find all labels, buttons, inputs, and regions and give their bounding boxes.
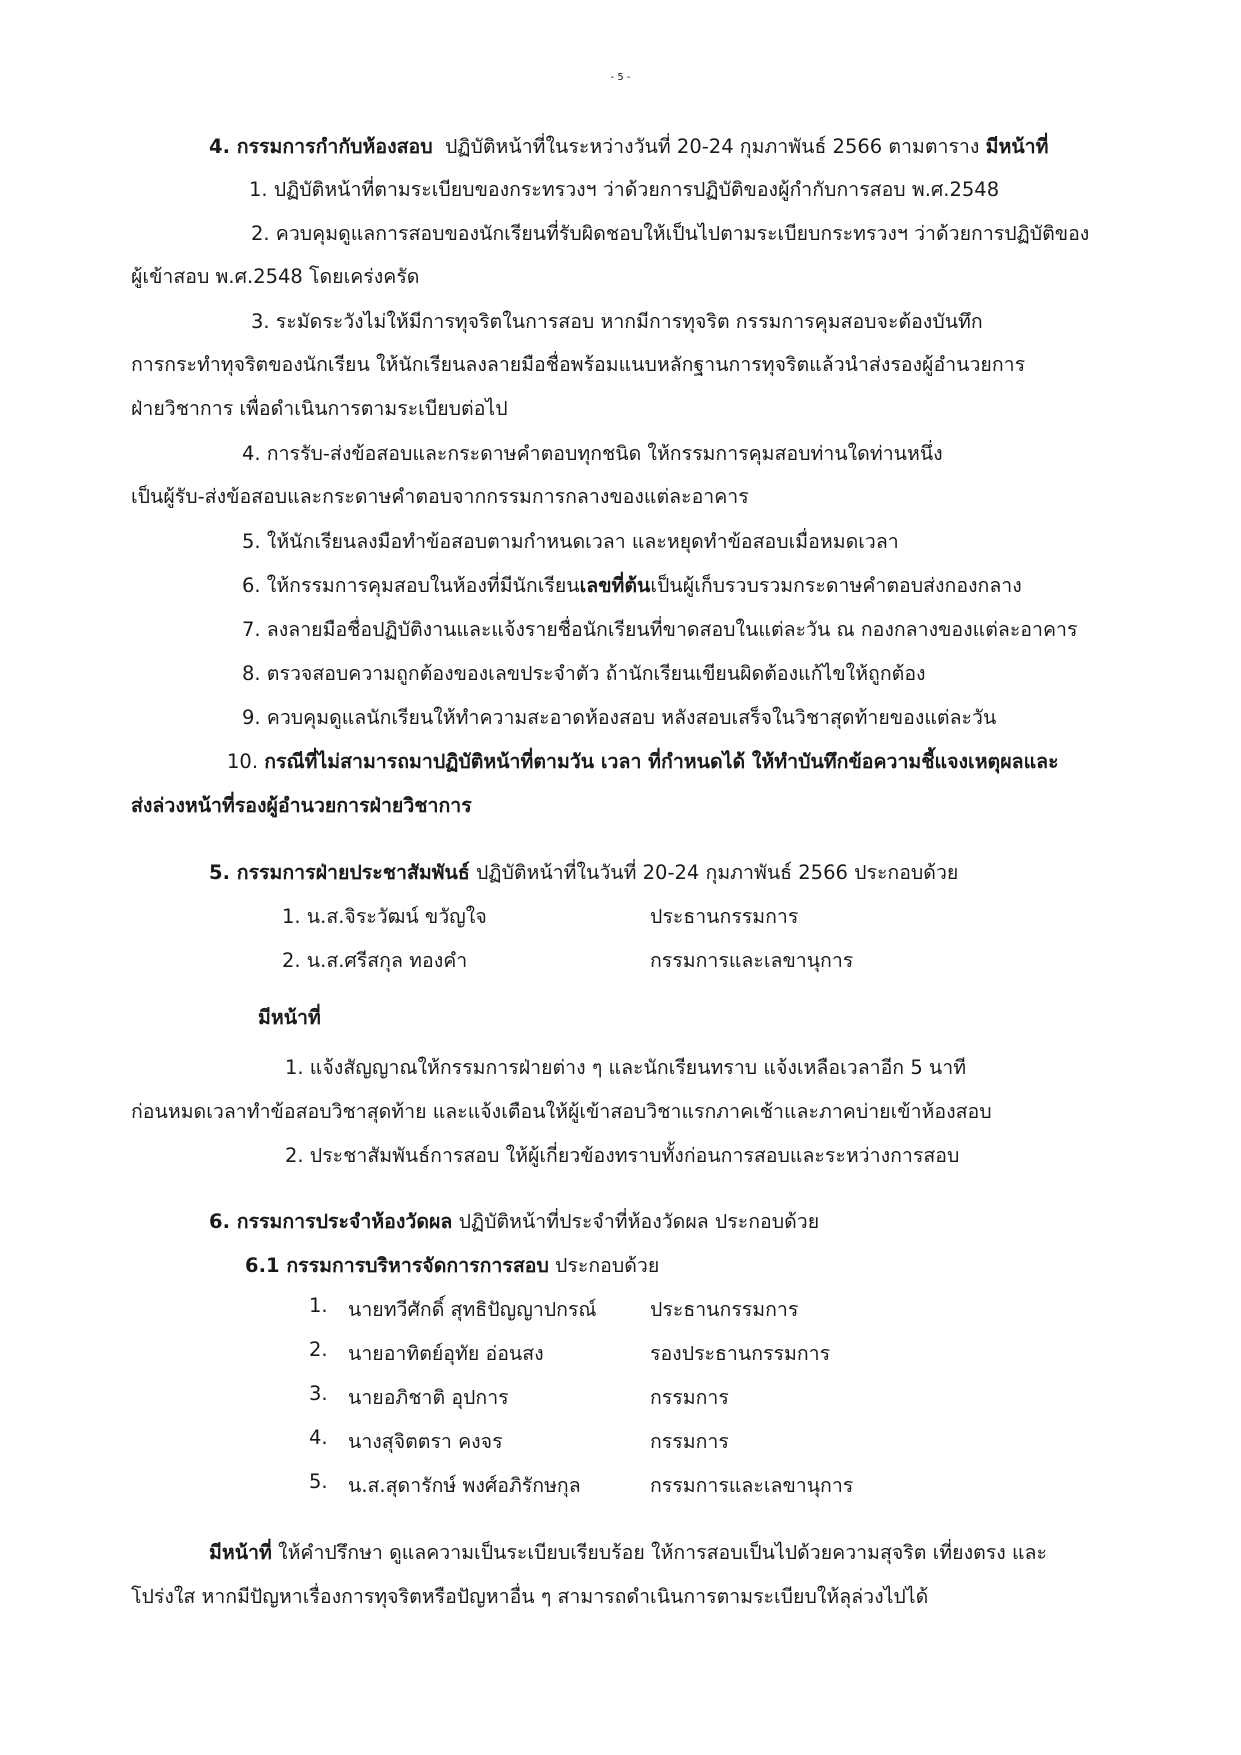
section5-heading: 5. กรรมการฝ่ายประชาสัมพันธ์ bbox=[209, 861, 470, 884]
section4-item-3-cont1: การกระทำทุจริตของนักเรียน ให้นักเรียนลงลายมือชื่อพร้อมแนบหลักฐานการทุจริตแล้วนำส่งรองผู้อำนวยการ bbox=[131, 353, 1026, 376]
section6-duty-text: ให้คำปรึกษา ดูแลความเป็นระเบียบเรียบร้อย ให้การสอบเป็นไปด้วยความสุจริต เที่ยงตรง และ bbox=[278, 1541, 1047, 1564]
section5-duty-label: มีหน้าที่ bbox=[258, 1006, 321, 1029]
section6-heading: 6. กรรมการประจำห้องวัดผล bbox=[209, 1210, 453, 1233]
section6-heading-line bbox=[209, 1206, 819, 1237]
section5-member-1-name: 1. น.ส.จิระวัฒน์ ขวัญใจ bbox=[282, 905, 487, 928]
section5-duty-2: 2. ประชาสัมพันธ์การสอบ ให้ผู้เกี่ยวข้องทราบทั้งก่อนการสอบและระหว่างการสอบ bbox=[285, 1144, 960, 1167]
section4-heading-line bbox=[209, 131, 1048, 162]
section6-sub-intro: ประกอบด้วย bbox=[555, 1254, 660, 1277]
section6-intro: ปฏิบัติหน้าที่ประจำที่ห้องวัดผล ประกอบด้วย bbox=[458, 1210, 820, 1233]
section4-item-10-cont: ส่งล่วงหน้าที่รองผู้อำนวยการฝ่ายวิชาการ bbox=[131, 794, 472, 817]
section4-item-10 bbox=[227, 746, 1059, 777]
section4-item-5: 5. ให้นักเรียนลงมือทำข้อสอบตามกำหนดเวลา และหยุดทำข้อสอบเมื่อหมดเวลา bbox=[242, 530, 899, 553]
section6-member-2-role: รองประธานกรรมการ bbox=[650, 1342, 831, 1365]
section6-sub-heading-line bbox=[245, 1250, 659, 1281]
section6-member-3-name: นายอภิชาติ อุปการ bbox=[348, 1386, 509, 1409]
section5-heading-line bbox=[209, 857, 958, 888]
section4-intro: ปฏิบัติหน้าที่ในระหว่างวันที่ 20-24 กุมภาพันธ์ 2566 ตามตาราง bbox=[445, 135, 980, 158]
section5-member-1-role: ประธานกรรมการ bbox=[650, 905, 799, 928]
section6-member-5-num: 5. bbox=[309, 1470, 328, 1493]
section4-item-4-cont: เป็นผู้รับ-ส่งข้อสอบและกระดาษคำตอบจากกรรมการกลางของแต่ละอาคาร bbox=[131, 485, 749, 508]
section4-item-3: 3. ระมัดระวังไม่ให้มีการทุจริตในการสอบ หากมีการทุจริต กรรมการคุมสอบจะต้องบันทึก bbox=[251, 310, 983, 333]
page-number: - 5 - bbox=[610, 72, 631, 83]
section6-duty-cont: โปร่งใส หากมีปัญหาเรื่องการทุจริตหรือปัญหาอื่น ๆ สามารถดำเนินการตามระเบียบให้ลุล่วงไปได้ bbox=[131, 1585, 929, 1608]
section4-item-9: 9. ควบคุมดูแลนักเรียนให้ทำความสะอาดห้องสอบ หลังสอบเสร็จในวิชาสุดท้ายของแต่ละวัน bbox=[242, 706, 997, 729]
section6-member-5-name: น.ส.สุดารักษ์ พงศ์อภิรักษกุล bbox=[348, 1474, 581, 1497]
section4-item-3-cont2: ฝ่ายวิชาการ เพื่อดำเนินการตามระเบียบต่อไป bbox=[131, 397, 508, 420]
section4-item-8: 8. ตรวจสอบความถูกต้องของเลขประจำตัว ถ้านักเรียนเขียนผิดต้องแก้ไขให้ถูกต้อง bbox=[242, 662, 926, 685]
section4-item-6-bold: เลขที่ต้น bbox=[579, 574, 651, 597]
section6-member-2-num: 2. bbox=[309, 1338, 328, 1361]
section6-duty-line bbox=[209, 1537, 1047, 1568]
section6-member-3-num: 3. bbox=[309, 1382, 328, 1405]
section6-member-4-role: กรรมการ bbox=[650, 1430, 729, 1453]
section4-item-4: 4. การรับ-ส่งข้อสอบและกระดาษคำตอบทุกชนิด ให้กรรมการคุมสอบท่านใดท่านหนึ่ง bbox=[242, 442, 943, 465]
section5-intro: ปฏิบัติหน้าที่ในวันที่ 20-24 กุมภาพันธ์ 2566 ประกอบด้วย bbox=[475, 861, 959, 884]
section4-item-6-pre: 6. ให้กรรมการคุมสอบในห้องที่มีนักเรียน bbox=[242, 574, 580, 597]
section5-duty-1: 1. แจ้งสัญญาณให้กรรมการฝ่ายต่าง ๆ และนักเรียนทราบ แจ้งเหลือเวลาอีก 5 นาที bbox=[285, 1056, 967, 1079]
section5-member-2-role: กรรมการและเลขานุการ bbox=[650, 949, 854, 972]
section4-duty-label: มีหน้าที่ bbox=[985, 135, 1049, 158]
section4-item-2-cont: ผู้เข้าสอบ พ.ศ.2548 โดยเคร่งครัด bbox=[131, 265, 420, 288]
section6-duty-label: มีหน้าที่ bbox=[209, 1541, 272, 1564]
section4-item-6 bbox=[242, 570, 1022, 601]
section5-member-2-name: 2. น.ส.ศรีสกุล ทองคำ bbox=[282, 949, 468, 972]
section4-item-6-post: เป็นผู้เก็บรวบรวมกระดาษคำตอบส่งกองกลาง bbox=[650, 574, 1022, 597]
section4-item-10-text: กรณีที่ไม่สามารถมาปฏิบัติหน้าที่ตามวัน เวลา ที่กำหนดได้ ให้ทำบันทึกข้อความชี้แจงเหตุผลและ bbox=[264, 750, 1059, 773]
section5-duty-1-cont: ก่อนหมดเวลาทำข้อสอบวิชาสุดท้าย และแจ้งเตือนให้ผู้เข้าสอบวิชาแรกภาคเช้าและภาคบ่ายเข้าห้องสอบ bbox=[131, 1100, 992, 1123]
section4-item-2: 2. ควบคุมดูแลการสอบของนักเรียนที่รับผิดชอบให้เป็นไปตามระเบียบกระทรวงฯ ว่าด้วยการปฏิบัติของ bbox=[251, 222, 1090, 245]
section6-member-3-role: กรรมการ bbox=[650, 1386, 729, 1409]
section4-item-10-num: 10. bbox=[227, 750, 259, 773]
section6-sub-heading: 6.1 กรรมการบริหารจัดการการสอบ bbox=[245, 1254, 549, 1277]
section6-member-2-name: นายอาทิตย์อุทัย อ่อนสง bbox=[348, 1342, 544, 1365]
section6-member-1-num: 1. bbox=[309, 1294, 328, 1317]
section4-heading: 4. กรรมการกำกับห้องสอบ bbox=[209, 135, 433, 158]
section6-member-4-num: 4. bbox=[309, 1426, 328, 1449]
section4-item-1: 1. ปฏิบัติหน้าที่ตามระเบียบของกระทรวงฯ ว่าด้วยการปฏิบัติของผู้กำกับการสอบ พ.ศ.2548 bbox=[249, 178, 1000, 201]
section6-member-1-name: นายทวีศักดิ์ สุทธิปัญญาปกรณ์ bbox=[348, 1298, 597, 1321]
section6-member-5-role: กรรมการและเลขานุการ bbox=[650, 1474, 854, 1497]
section6-member-1-role: ประธานกรรมการ bbox=[650, 1298, 799, 1321]
section4-item-7: 7. ลงลายมือชื่อปฏิบัติงานและแจ้งรายชื่อนักเรียนที่ขาดสอบในแต่ละวัน ณ กองกลางของแต่ละอาคาร bbox=[242, 618, 1078, 641]
section6-member-4-name: นางสุจิตตรา คงจร bbox=[348, 1430, 503, 1453]
